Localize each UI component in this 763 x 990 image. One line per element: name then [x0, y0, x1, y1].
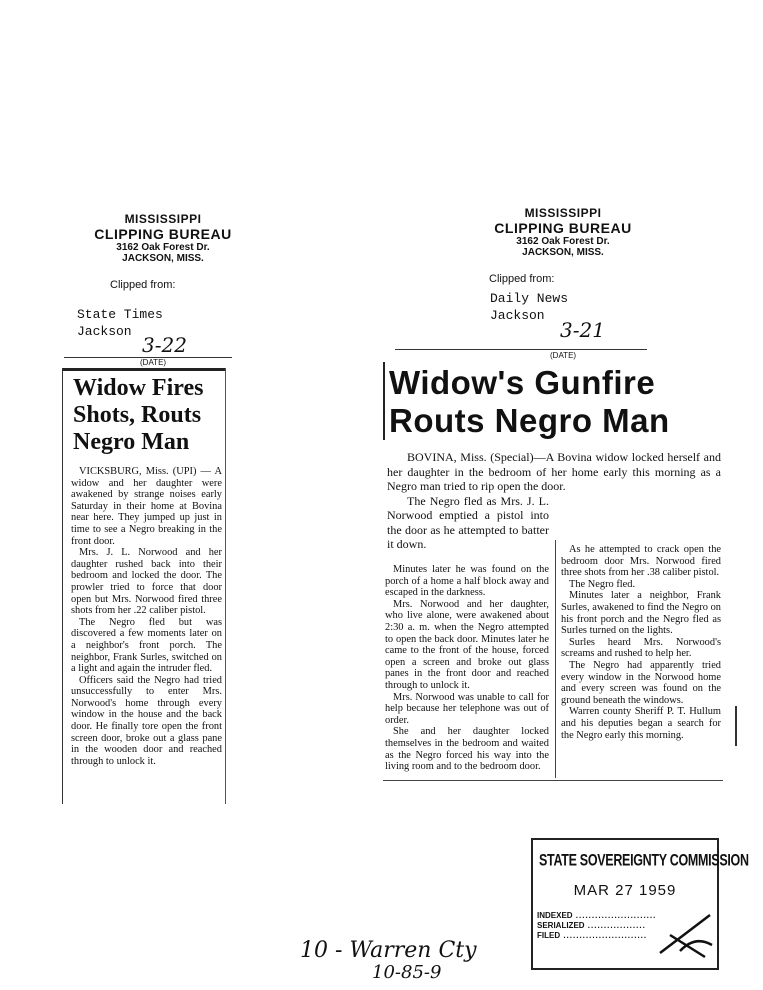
right-column-2: [561, 544, 721, 741]
left-headline-line2: Shots, Routs: [73, 402, 202, 428]
right-clipped-from: Clipped from:: [489, 273, 555, 285]
right-col1-paragraph: She and her daughter locked themselves in the bedroom and waited as the Negro forced his way into the living room and to the bedroom door.: [385, 726, 549, 773]
right-col2-paragraph: Minutes later a neighbor, Frank Surles, awakened to find the Negro on his front porch and the Negro fled as Surles turned on the lights.: [561, 590, 721, 637]
left-header-city: JACKSON, MISS.: [122, 253, 204, 264]
stamp-date: MAR 27 1959: [573, 882, 677, 899]
right-col2-paragraph: The Negro fled.: [569, 578, 636, 590]
right-article: [383, 362, 723, 782]
right-headline-line1: Widow's Gunfire: [389, 364, 656, 401]
right-date-label: (DATE): [550, 351, 577, 360]
right-bureau-header: [478, 206, 648, 258]
right-lead-paragraph: The Negro fled as Mrs. J. L. Norwood emptied a pistol into the door as he attempted to batter it down.: [387, 493, 549, 551]
right-header-state: MISSISSIPPI: [524, 206, 602, 220]
handwritten-note-line1: 10 - Warren Cty: [300, 938, 477, 963]
stamp-row: INDEXED .........................: [537, 911, 657, 920]
left-source-city: Jackson: [77, 324, 132, 339]
left-handwritten-date: 3-22: [142, 333, 187, 357]
left-article-body: [63, 456, 225, 767]
right-col1-paragraph: Mrs. Norwood and her daughter, who live alone, were awakened about 2:30 a. m. when the Negro attempted to open the back door. Minutes later he came to the front of the house, forced open a screen and broke out glass panes in the front door and reached through to unlock it.: [385, 598, 549, 691]
right-margin-mark: [735, 706, 737, 746]
right-headline-line2: Routs Negro Man: [389, 402, 670, 439]
stamp-row: FILED ..........................: [537, 931, 648, 940]
handwritten-note-line2: 10-85-9: [372, 962, 442, 983]
left-headline: [63, 368, 225, 456]
right-col2-paragraph: The Negro had apparently tried every window in the Norwood home and every screen was found on the ground beneath the windows.: [561, 659, 721, 706]
left-header-state: MISSISSIPPI: [124, 212, 202, 226]
right-header-city: JACKSON, MISS.: [522, 247, 604, 258]
right-lead-paragraph: BOVINA, Miss. (Special)—A Bovina widow locked herself and her daughter in the bedroom of her home early this morning as a Negro man tried to rip open the door.: [387, 450, 721, 493]
right-col2-paragraph: Warren county Sheriff P. T. Hullum and his deputies began a search for the Negro early this morning.: [561, 706, 721, 741]
left-headline-line3: Negro Man: [73, 429, 190, 455]
right-column-1: [385, 564, 549, 773]
left-clipped-from: Clipped from:: [110, 279, 176, 291]
right-col2-paragraph: As he attempted to crack open the bedroom door Mrs. Norwood fired three shots from her .38 caliber pistol.: [561, 544, 721, 579]
right-handwritten-date: 3-21: [560, 318, 605, 342]
right-lead: [383, 440, 723, 552]
left-headline-line1: Widow Fires: [73, 375, 204, 401]
stamp-row: SERIALIZED ..................: [537, 921, 646, 930]
left-header-bureau: CLIPPING BUREAU: [94, 226, 232, 242]
right-col1-paragraph: Minutes later he was found on the porch of a home a half block away and escaped in the darkness.: [385, 564, 549, 599]
left-bureau-header: [78, 212, 248, 264]
left-paragraph: Mrs. J. L. Norwood and her daughter rushed back into their bedroom and locked the door. The prowler tried to force that door open but Mrs. Norwood fired three shots from her .22 caliber pistol.: [71, 547, 222, 617]
right-column-divider: [555, 540, 556, 778]
stamp-title: STATE SOVEREIGNTY COMMISSION: [539, 850, 749, 870]
left-paragraph: VICKSBURG, Miss. (UPI) — A widow and her daughter were awakened by strange noises early Saturday in their home at Bovina near here. They jumped up just in time to see a Negro breaking in the front door.: [71, 466, 222, 547]
left-date-label: (DATE): [140, 358, 167, 367]
stamp-handwritten-mark: [650, 905, 720, 965]
right-headline: [383, 362, 723, 440]
right-date-rule: [395, 349, 647, 350]
right-source-city: Jackson: [490, 308, 545, 323]
right-header-address: 3162 Oak Forest Dr.: [516, 236, 610, 247]
right-col2-paragraph: Surles heard Mrs. Norwood's screams and rushed to help her.: [561, 636, 721, 660]
left-paragraph: Officers said the Negro had tried unsuccessfully to enter Mrs. Norwood's home through every window in the house and the back door. He finally tore open the front screen door, broke out a glass pane in the wooden door and reached through to unlock it.: [71, 674, 222, 767]
left-source-name: State Times: [77, 307, 163, 322]
right-article-bottom-rule: [383, 780, 723, 781]
left-header-address: 3162 Oak Forest Dr.: [116, 242, 210, 253]
right-header-bureau: CLIPPING BUREAU: [494, 220, 632, 236]
right-col1-paragraph: Mrs. Norwood was unable to call for help because her telephone was out of order.: [385, 691, 549, 726]
left-article: [62, 368, 226, 804]
left-paragraph: The Negro fled but was discovered a few moments later on a neighbor's front porch. The neighbor, Frank Surles, switched on a light and again the intruder fled.: [71, 616, 222, 675]
right-source-name: Daily News: [490, 291, 569, 306]
